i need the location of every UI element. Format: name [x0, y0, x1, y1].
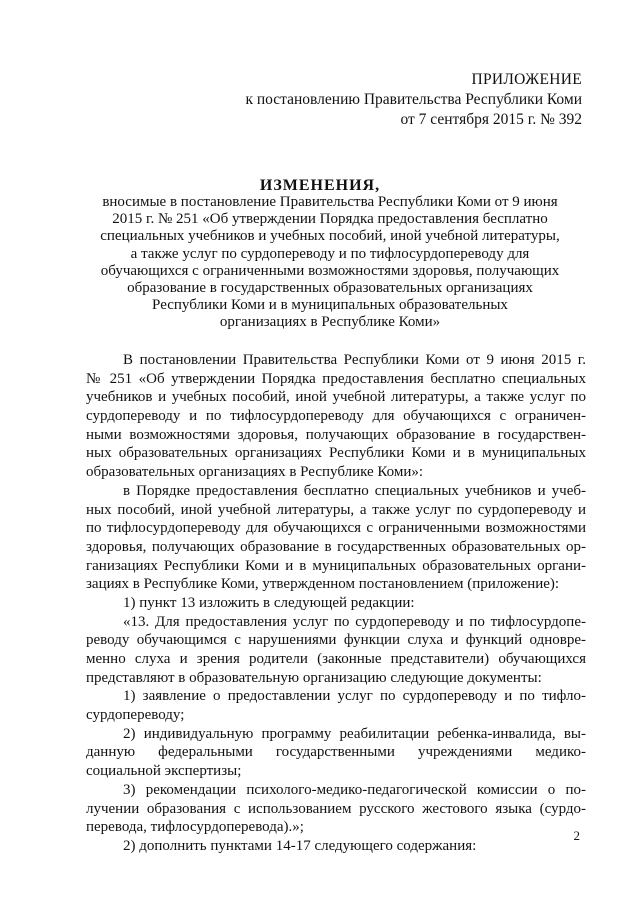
body-text-line: сурдопереводу; — [86, 707, 185, 724]
body-text-line: 1) пункт 13 изложить в следующей редакции: — [123, 594, 415, 611]
document-body — [86, 351, 586, 856]
page-number: 2 — [573, 828, 580, 843]
subtitle-line: обучающихся с ограниченными возможностями здоровья, получающих — [100, 262, 560, 279]
subtitle-line: а также услуг по сурдопереводу и по тифлосурдопереводу для — [130, 245, 530, 262]
body-text-line: № 251 «Об утверждении Порядка предоставления бесплатно специальных — [86, 370, 586, 387]
subtitle-line: организациях в Республике Коми» — [219, 314, 441, 331]
body-text-line: данную федеральными государственными учреждениями медико- — [86, 744, 586, 761]
body-text-line: ганизациях Республики Коми и в муниципальных образовательных органи- — [86, 557, 586, 574]
appendix-date-line: от 7 сентября 2015 г. № 392 — [400, 111, 582, 128]
body-text-line: зациях в Республике Коми, утвержденном постановлением (приложение): — [86, 576, 560, 593]
body-text-line: социальной экспертизы; — [86, 763, 242, 780]
appendix-title: ПРИЛОЖЕНИЕ — [471, 71, 582, 88]
body-text-line: 2) индивидуальную программу реабилитации ребенка-инвалида, вы- — [123, 725, 586, 742]
body-text-line: 2) дополнить пунктами 14-17 следующего содержания: — [123, 837, 477, 854]
body-text-line: образовательных организациях в Республике Коми»: — [86, 464, 424, 481]
body-text-line: здоровья, получающих образование в государственных образовательных ор- — [86, 538, 586, 555]
document-title: ИЗМЕНЕНИЯ, — [259, 177, 381, 194]
subtitle-line: образование в государственных образовательных организациях — [127, 280, 533, 297]
body-text-line: В постановлении Правительства Республики Коми от 9 июня 2015 г. — [123, 352, 586, 368]
subtitle-line: специальных учебников и учебных пособий, иной учебной литературы, — [100, 228, 560, 245]
body-text-line: представляют в образовательную организацию следующие документы: — [86, 669, 542, 686]
body-text-line: в Порядке предоставления бесплатно специальных учебников и учеб- — [123, 482, 586, 499]
body-text-line: учебников и учебных пособий, иной учебной литературы, а также услуг по — [86, 389, 586, 406]
body-text-line: перевода, тифлосурдоперевода).»; — [86, 819, 304, 836]
subtitle-line: Республики Коми и в муниципальных образовательных — [152, 297, 508, 314]
body-text-line: реводу обучающимся с нарушениями функции слуха и функций одновре- — [86, 632, 586, 649]
body-text-line: сурдопереводу и по тифлосурдопереводу для обучающихся с ограничен- — [86, 408, 586, 425]
body-text-line: ными возможностями здоровья, получающих образование в государствен- — [86, 426, 586, 443]
appendix-block — [245, 70, 582, 130]
appendix-reference-line: к постановлению Правительства Республики Коми — [245, 91, 582, 108]
body-text-line: «13. Для предоставления услуг по сурдопереводу и по тифлосурдопе- — [123, 613, 586, 630]
body-text-line: ных пособий, иной учебной литературы, а также услуг по сурдопереводу и — [86, 501, 586, 518]
body-text-line: 1) заявление о предоставлении услуг по сурдопереводу и по тифло- — [123, 688, 586, 705]
body-text-line: менно слуха и зрения родители (законные представители) обучающихся — [86, 651, 586, 667]
body-text-line: 3) рекомендации психолого-медико-педагогической комиссии о по- — [123, 781, 586, 798]
subtitle-line: вносимые в постановление Правительства Республики Коми от 9 июня — [102, 194, 558, 210]
body-text-line: лучении образования с использованием русского жестового языка (сурдо- — [86, 800, 586, 817]
document-subtitle — [80, 194, 580, 332]
body-text-line: ных образовательных организациях Республики Коми и в муниципальных — [86, 445, 586, 462]
subtitle-line: 2015 г. № 251 «Об утверждении Порядка предоставления бесплатно — [112, 211, 548, 228]
body-text-line: по тифлосурдопереводу для обучающихся с ограниченными возможностями — [86, 520, 586, 537]
